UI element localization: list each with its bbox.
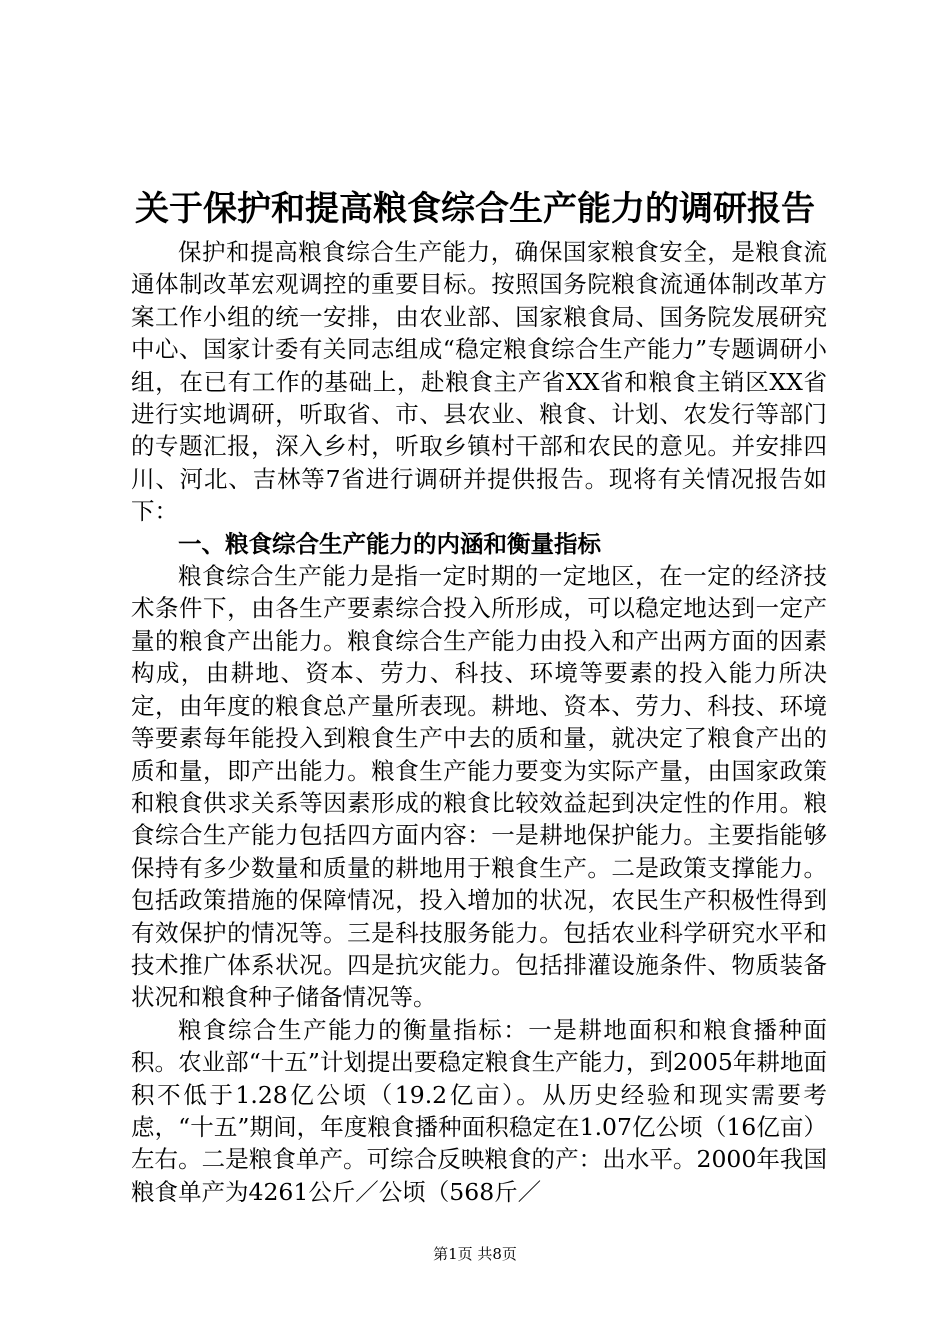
indicator-paragraph: 粮食综合生产能力的衡量指标：一是耕地面积和粮食播种面积。农业部“十五”计划提出要稳定粮食生产能力，到2005年耕地面积不低于1.28亿公顷（19.2亿亩）。从历史经验和现实需要考虑，“十五”期间，年度粮食播种面积稳定在1.07亿公顷（16亿亩）左右。二是粮食单产。可综合反映粮食的产：出水平。2000年我国粮食单产为4261公斤／公顷（568斤／ — [131, 1015, 827, 1206]
definition-paragraph: 粮食综合生产能力是指一定时期的一定地区，在一定的经济技术条件下，由各生产要素综合投入所形成，可以稳定地达到一定产量的粮食产出能力。粮食综合生产能力由投入和产出两方面的因素构成，由耕地、资本、劳力、科技、环境等要素的投入能力所决定，由年度的粮食总产量所表现。耕地、资本、劳力、科技、环境等要素每年能投入到粮食生产中去的质和量，就决定了粮食产出的质和量，即产出能力。粮食生产能力要变为实际产量，由国家政策和粮食供求关系等因素形成的粮食比较效益起到决定性的作用。粮食综合生产能力包括四方面内容：一是耕地保护能力。主要指能够保持有多少数量和质量的耕地用于粮食生产。二是政策支撑能力。包括政策措施的保障情况，投入增加的状况，农民生产积极性得到有效保护的情况等。三是科技服务能力。包括农业科学研究水平和技术推广体系状况。四是抗灾能力。包括排灌设施条件、物质装备状况和粮食种子储备情况等。 — [131, 562, 827, 1012]
page-footer: 第1页 共8页 — [433, 1245, 517, 1263]
intro-paragraph: 保护和提高粮食综合生产能力，确保国家粮食安全，是粮食流通体制改革宏观调控的重要目标。按照国务院粮食流通体制改革方案工作小组的统一安排，由农业部、国家粮食局、国务院发展研究中心、国家计委有关同志组成“稳定粮食综合生产能力”专题调研小组，在已有工作的基础上，赴粮食主产省XX省和粮食主销区XX省进行实地调研，听取省、市、县农业、粮食、计划、农发行等部门的专题汇报，深入乡村，听取乡镇村干部和农民的意见。并安排四川、河北、吉林等7省进行调研并提供报告。现将有关情况报告如下： — [131, 238, 827, 526]
section-heading: 一、粮食综合生产能力的内涵和衡量指标 — [178, 529, 601, 558]
document-title: 关于保护和提高粮食综合生产能力的调研报告 — [135, 189, 815, 229]
document-body — [131, 236, 827, 1208]
